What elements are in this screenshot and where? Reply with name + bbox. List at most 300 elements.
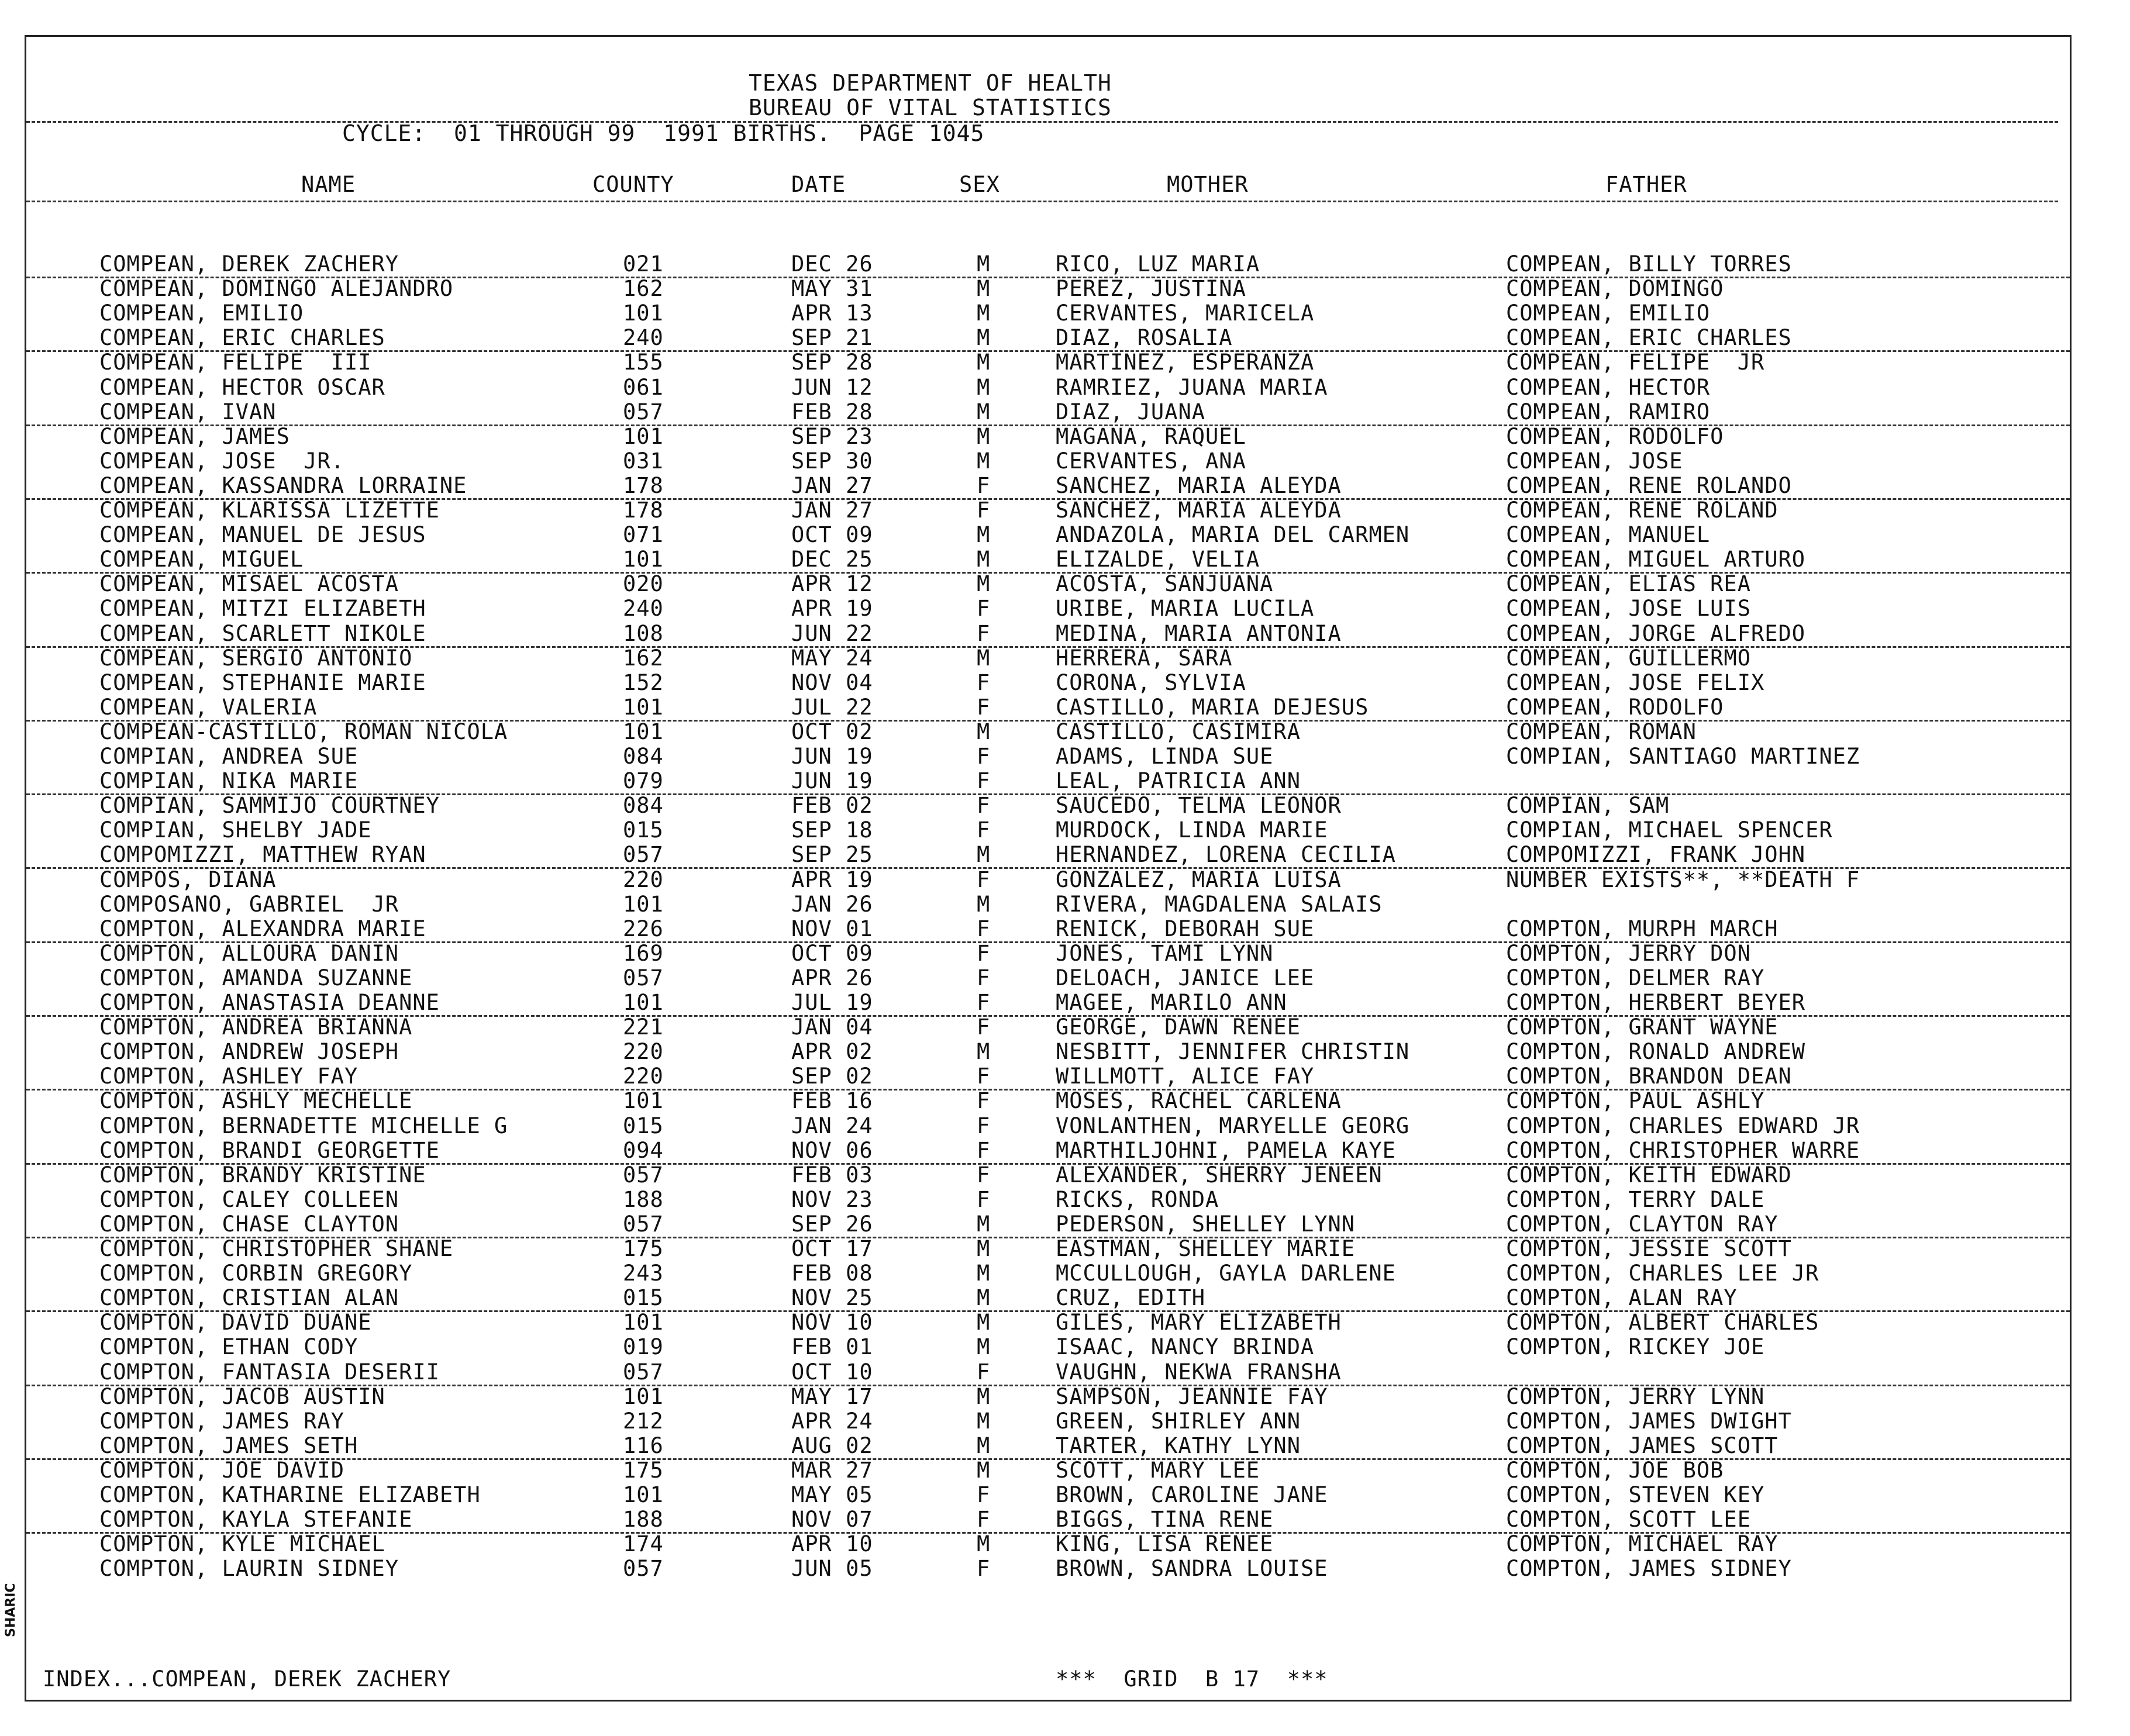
record-mother: ALEXANDER, SHERRY JENEEN	[1056, 1162, 1383, 1188]
record-mother: BROWN, CAROLINE JANE	[1056, 1482, 1328, 1507]
table-row	[26, 400, 2070, 426]
record-sex: M	[977, 1408, 991, 1434]
record-father: COMPTON, CHARLES LEE JR	[1506, 1261, 1819, 1286]
record-name: COMPEAN, JOSE JR.	[99, 448, 344, 474]
title-line-1: TEXAS DEPARTMENT OF HEALTH	[749, 70, 1112, 96]
record-sex: M	[977, 1531, 991, 1557]
record-county: 116	[623, 1433, 664, 1458]
record-mother: DIAZ, ROSALIA	[1056, 325, 1233, 351]
record-date: NOV 23	[791, 1186, 873, 1212]
record-name: COMPTON, CRISTIAN ALAN	[99, 1285, 399, 1311]
record-county: 155	[623, 350, 664, 375]
table-row	[26, 1040, 2070, 1064]
record-county: 240	[623, 596, 664, 622]
record-sex: M	[977, 1236, 991, 1261]
table-row	[26, 1532, 2070, 1556]
record-date: JUN 12	[791, 374, 873, 400]
table-row	[26, 424, 2070, 449]
record-county: 015	[623, 1113, 664, 1138]
record-father: COMPEAN, ERIC CHARLES	[1506, 325, 1792, 351]
record-date: SEP 30	[791, 448, 873, 474]
record-county: 243	[623, 1261, 664, 1286]
record-name: COMPTON, LAURIN SIDNEY	[99, 1556, 399, 1582]
table-row	[26, 917, 2070, 943]
title-line-2: BUREAU OF VITAL STATISTICS	[749, 95, 1112, 120]
table-row	[26, 966, 2070, 990]
record-name: COMPTON, DAVID DUANE	[99, 1310, 372, 1335]
column-header-date: DATE	[791, 172, 846, 197]
record-date: APR 24	[791, 1408, 873, 1434]
record-sex: M	[977, 1261, 991, 1286]
record-sex: F	[977, 1088, 991, 1114]
record-date: FEB 01	[791, 1334, 873, 1360]
record-sex: M	[977, 374, 991, 400]
record-sex: M	[977, 1433, 991, 1458]
record-sex: M	[977, 325, 991, 351]
record-county: 226	[623, 916, 664, 941]
record-father: COMPTON, TERRY DALE	[1506, 1186, 1765, 1212]
record-sex: F	[977, 1186, 991, 1212]
record-sex: F	[977, 817, 991, 843]
record-sex: M	[977, 547, 991, 572]
record-sex: M	[977, 301, 991, 326]
record-father: COMPTON, MICHAEL RAY	[1506, 1531, 1779, 1557]
record-father: COMPTON, STEVEN KEY	[1506, 1482, 1765, 1507]
record-father: COMPEAN, HECTOR	[1506, 374, 1711, 400]
record-mother: MAGEE, MARILO ANN	[1056, 990, 1287, 1015]
column-header-mother: MOTHER	[1167, 172, 1249, 197]
record-name: COMPTON, JACOB AUSTIN	[99, 1383, 385, 1409]
record-county: 101	[623, 1088, 664, 1114]
record-date: FEB 28	[791, 399, 873, 424]
record-name: COMPTON, FANTASIA DESERII	[99, 1359, 440, 1385]
record-name: COMPEAN, FELIPE III	[99, 350, 372, 375]
record-mother: BROWN, SANDRA LOUISE	[1056, 1556, 1328, 1582]
record-date: FEB 16	[791, 1088, 873, 1114]
table-row	[26, 1114, 2070, 1138]
record-name: COMPEAN, MIGUEL	[99, 547, 304, 572]
record-mother: MAGANA, RAQUEL	[1056, 423, 1246, 449]
record-name: COMPTON, BERNADETTE MICHELLE G	[99, 1113, 508, 1138]
record-name: COMPTON, ANDREW JOSEPH	[99, 1039, 399, 1065]
record-name: COMPTON, BRANDI GEORGETTE	[99, 1137, 440, 1163]
record-sex: M	[977, 842, 991, 868]
record-sex: M	[977, 522, 991, 548]
record-county: 094	[623, 1137, 664, 1163]
record-name: COMPIAN, ANDREA SUE	[99, 744, 359, 769]
record-name: COMPEAN, MANUEL DE JESUS	[99, 522, 426, 548]
record-county: 101	[623, 694, 664, 720]
record-mother: RICKS, RONDA	[1056, 1186, 1219, 1212]
table-row	[26, 1458, 2070, 1483]
record-county: 175	[623, 1457, 664, 1483]
record-father: COMPEAN, RENE ROLANDO	[1506, 472, 1792, 498]
record-date: NOV 07	[791, 1507, 873, 1533]
record-mother: MOSES, RACHEL CARLENA	[1056, 1088, 1342, 1114]
record-date: APR 02	[791, 1039, 873, 1065]
record-mother: PEREZ, JUSTINA	[1056, 276, 1246, 302]
record-date: MAY 31	[791, 276, 873, 302]
record-father: COMPEAN, RENE ROLAND	[1506, 498, 1779, 523]
table-row	[26, 769, 2070, 795]
record-mother: KING, LISA RENEE	[1056, 1531, 1274, 1557]
record-father: COMPEAN, RODOLFO	[1506, 694, 1724, 720]
record-mother: WILLMOTT, ALICE FAY	[1056, 1064, 1315, 1089]
record-date: APR 26	[791, 965, 873, 990]
record-sex: F	[977, 990, 991, 1015]
record-sex: M	[977, 448, 991, 474]
record-name: COMPTON, KATHARINE ELIZABETH	[99, 1482, 481, 1507]
record-date: NOV 06	[791, 1137, 873, 1163]
cycle-line: CYCLE: 01 THROUGH 99 1991 BIRTHS. PAGE 1045	[342, 120, 985, 146]
record-county: 057	[623, 1556, 664, 1582]
table-row	[26, 941, 2070, 966]
record-county: 031	[623, 448, 664, 474]
record-mother: DIAZ, JUANA	[1056, 399, 1206, 424]
record-mother: MARTINEZ, ESPERANZA	[1056, 350, 1315, 375]
record-sex: F	[977, 965, 991, 990]
record-county: 212	[623, 1408, 664, 1434]
header-rule	[26, 121, 2058, 123]
record-sex: M	[977, 350, 991, 375]
record-father: COMPEAN, JOSE FELIX	[1506, 669, 1765, 695]
record-name: COMPOS, DIANA	[99, 867, 277, 892]
record-mother: ISAAC, NANCY BRINDA	[1056, 1334, 1315, 1360]
record-mother: DELOACH, JANICE LEE	[1056, 965, 1315, 990]
record-sex: F	[977, 1014, 991, 1040]
record-sex: F	[977, 620, 991, 646]
record-father: COMPTON, BRANDON DEAN	[1506, 1064, 1792, 1089]
record-county: 240	[623, 325, 664, 351]
record-father: COMPTON, GRANT WAYNE	[1506, 1014, 1779, 1040]
margin-stamp: SHARIC	[4, 1583, 18, 1637]
record-mother: SANCHEZ, MARIA ALEYDA	[1056, 472, 1342, 498]
record-name: COMPTON, ALEXANDRA MARIE	[99, 916, 426, 941]
record-father: COMPIAN, SANTIAGO MARTINEZ	[1506, 744, 1860, 769]
record-county: 152	[623, 669, 664, 695]
record-father: COMPTON, JAMES DWIGHT	[1506, 1408, 1792, 1434]
record-county: 019	[623, 1334, 664, 1360]
record-date: SEP 18	[791, 817, 873, 843]
record-sex: F	[977, 1162, 991, 1188]
record-father: COMPTON, KEITH EDWARD	[1506, 1162, 1792, 1188]
table-row	[26, 252, 2070, 278]
record-date: NOV 04	[791, 669, 873, 695]
record-father: COMPEAN, GUILLERMO	[1506, 645, 1751, 671]
record-name: COMPTON, AMANDA SUZANNE	[99, 965, 413, 990]
record-county: 169	[623, 940, 664, 966]
table-row	[26, 498, 2070, 523]
record-county: 057	[623, 842, 664, 868]
record-sex: F	[977, 1359, 991, 1385]
record-date: SEP 25	[791, 842, 873, 868]
record-name: COMPEAN, SERGIO ANTONIO	[99, 645, 413, 671]
column-header-father: FATHER	[1605, 172, 1687, 197]
record-name: COMPEAN, EMILIO	[99, 301, 304, 326]
record-name: COMPEAN, DOMINGO ALEJANDRO	[99, 276, 454, 302]
record-name: COMPTON, JAMES RAY	[99, 1408, 344, 1434]
table-row	[26, 1237, 2070, 1261]
table-row	[26, 622, 2070, 648]
record-date: APR 10	[791, 1531, 873, 1557]
record-date: JAN 27	[791, 472, 873, 498]
record-county: 101	[623, 1310, 664, 1335]
record-name: COMPTON, JOE DAVID	[99, 1457, 344, 1483]
record-mother: ANDAZOLA, MARIA DEL CARMEN	[1056, 522, 1410, 548]
record-father: COMPTON, ALBERT CHARLES	[1506, 1310, 1819, 1335]
record-name: COMPEAN, KASSANDRA LORRAINE	[99, 472, 467, 498]
record-county: 101	[623, 547, 664, 572]
record-county: 101	[623, 719, 664, 744]
record-sex: F	[977, 916, 991, 941]
record-father: COMPTON, CHARLES EDWARD JR	[1506, 1113, 1860, 1138]
record-name: COMPIAN, SHELBY JADE	[99, 817, 372, 843]
record-father: COMPEAN, RAMIRO	[1506, 399, 1711, 424]
record-sex: F	[977, 793, 991, 819]
record-name: COMPOMIZZI, MATTHEW RYAN	[99, 842, 426, 868]
record-county: 057	[623, 399, 664, 424]
record-mother: TARTER, KATHY LYNN	[1056, 1433, 1301, 1458]
record-name: COMPEAN, MITZI ELIZABETH	[99, 596, 426, 622]
record-mother: RIVERA, MAGDALENA SALAIS	[1056, 891, 1383, 917]
record-sex: F	[977, 1064, 991, 1089]
record-father: COMPEAN, FELIPE JR	[1506, 350, 1765, 375]
table-row	[26, 793, 2070, 818]
record-sex: M	[977, 1039, 991, 1065]
record-mother: BIGGS, TINA RENE	[1056, 1507, 1274, 1533]
record-county: 221	[623, 1014, 664, 1040]
record-mother: MARTHILJOHNI, PAMELA KAYE	[1056, 1137, 1396, 1163]
record-sex: F	[977, 768, 991, 794]
record-date: AUG 02	[791, 1433, 873, 1458]
record-name: COMPIAN, SAMMIJO COURTNEY	[99, 793, 440, 819]
record-date: APR 19	[791, 596, 873, 622]
record-father: COMPEAN, MANUEL	[1506, 522, 1711, 548]
record-date: JAN 24	[791, 1113, 873, 1138]
record-date: JUL 19	[791, 990, 873, 1015]
record-name: COMPEAN, VALERIA	[99, 694, 318, 720]
record-county: 220	[623, 1064, 664, 1089]
record-county: 101	[623, 423, 664, 449]
record-mother: CASTILLO, MARIA DEJESUS	[1056, 694, 1369, 720]
record-name: COMPTON, ASHLEY FAY	[99, 1064, 359, 1089]
table-row	[26, 1434, 2070, 1460]
record-sex: M	[977, 251, 991, 277]
record-date: OCT 17	[791, 1236, 873, 1261]
record-name: COMPOSANO, GABRIEL JR	[99, 891, 399, 917]
record-sex: M	[977, 1457, 991, 1483]
record-father: COMPTON, JERRY LYNN	[1506, 1383, 1765, 1409]
record-date: MAY 17	[791, 1383, 873, 1409]
record-county: 101	[623, 1383, 664, 1409]
record-date: OCT 09	[791, 522, 873, 548]
document-frame	[25, 35, 2072, 1702]
record-date: OCT 10	[791, 1359, 873, 1385]
record-date: SEP 21	[791, 325, 873, 351]
record-mother: ELIZALDE, VELIA	[1056, 547, 1260, 572]
table-row	[26, 1310, 2070, 1335]
record-father: COMPTON, ALAN RAY	[1506, 1285, 1738, 1311]
record-mother: CRUZ, EDITH	[1056, 1285, 1206, 1311]
record-date: FEB 02	[791, 793, 873, 819]
table-row	[26, 1409, 2070, 1434]
record-county: 188	[623, 1186, 664, 1212]
table-row	[26, 277, 2070, 301]
table-row	[26, 1188, 2070, 1212]
record-sex: F	[977, 1137, 991, 1163]
table-row	[26, 1089, 2070, 1113]
record-county: 057	[623, 965, 664, 990]
table-row	[26, 474, 2070, 500]
record-name: COMPTON, ASHLY MECHELLE	[99, 1088, 413, 1114]
record-sex: M	[977, 1334, 991, 1360]
record-sex: F	[977, 498, 991, 523]
record-county: 020	[623, 571, 664, 597]
record-date: JAN 26	[791, 891, 873, 917]
table-row	[26, 868, 2070, 892]
record-name: COMPTON, ANDREA BRIANNA	[99, 1014, 413, 1040]
record-sex: F	[977, 744, 991, 769]
table-row	[26, 990, 2070, 1017]
record-county: 061	[623, 374, 664, 400]
record-mother: RENICK, DEBORAH SUE	[1056, 916, 1315, 941]
record-date: NOV 10	[791, 1310, 873, 1335]
record-county: 101	[623, 990, 664, 1015]
column-header-rule	[26, 201, 2058, 202]
record-date: APR 12	[791, 571, 873, 597]
record-father: COMPTON, CHRISTOPHER WARRE	[1506, 1137, 1860, 1163]
record-name: COMPTON, CHRISTOPHER SHANE	[99, 1236, 454, 1261]
record-name: COMPTON, KYLE MICHAEL	[99, 1531, 385, 1557]
record-mother: VAUGHN, NEKWA FRANSHA	[1056, 1359, 1342, 1385]
record-county: 178	[623, 498, 664, 523]
record-mother: SAUCEDO, TELMA LEONOR	[1056, 793, 1342, 819]
record-father: COMPTON, RONALD ANDREW	[1506, 1039, 1806, 1065]
record-county: 174	[623, 1531, 664, 1557]
record-date: SEP 02	[791, 1064, 873, 1089]
record-date: NOV 01	[791, 916, 873, 941]
table-row	[26, 843, 2070, 869]
record-mother: GONZALEZ, MARIA LUISA	[1056, 867, 1342, 892]
record-father: COMPTON, HERBERT BEYER	[1506, 990, 1806, 1015]
record-date: DEC 26	[791, 251, 873, 277]
record-date: APR 19	[791, 867, 873, 892]
footer-index: INDEX...COMPEAN, DEREK ZACHERY	[43, 1666, 451, 1692]
record-mother: LEAL, PATRICIA ANN	[1056, 768, 1301, 794]
record-county: 162	[623, 645, 664, 671]
record-county: 021	[623, 251, 664, 277]
record-county: 079	[623, 768, 664, 794]
record-father: COMPEAN, JOSE LUIS	[1506, 596, 1751, 622]
table-row	[26, 720, 2070, 744]
record-father: COMPTON, DELMER RAY	[1506, 965, 1765, 990]
record-county: 057	[623, 1211, 664, 1237]
record-sex: F	[977, 472, 991, 498]
record-name: COMPEAN, JAMES	[99, 423, 290, 449]
table-row	[26, 671, 2070, 695]
record-name: COMPEAN, MISAEL ACOSTA	[99, 571, 399, 597]
record-date: JUN 19	[791, 768, 873, 794]
record-county: 101	[623, 301, 664, 326]
record-mother: JONES, TAMI LYNN	[1056, 940, 1274, 966]
record-date: SEP 23	[791, 423, 873, 449]
record-father: COMPTON, JAMES SIDNEY	[1506, 1556, 1792, 1582]
record-father: COMPEAN, JOSE	[1506, 448, 1683, 474]
record-county: 188	[623, 1507, 664, 1533]
record-name: COMPEAN, DEREK ZACHERY	[99, 251, 399, 277]
record-sex: F	[977, 694, 991, 720]
record-mother: CASTILLO, CASIMIRA	[1056, 719, 1301, 744]
record-date: JUN 05	[791, 1556, 873, 1582]
record-mother: ACOSTA, SANJUANA	[1056, 571, 1274, 597]
table-row	[26, 350, 2070, 375]
record-sex: M	[977, 423, 991, 449]
record-sex: M	[977, 891, 991, 917]
record-county: 220	[623, 867, 664, 892]
record-father: NUMBER EXISTS**, **DEATH F	[1506, 867, 1860, 892]
record-date: FEB 03	[791, 1162, 873, 1188]
record-name: COMPTON, CHASE CLAYTON	[99, 1211, 399, 1237]
table-row	[26, 1163, 2070, 1188]
record-mother: MURDOCK, LINDA MARIE	[1056, 817, 1328, 843]
table-row	[26, 1385, 2070, 1409]
record-sex: M	[977, 276, 991, 302]
record-date: JUN 22	[791, 620, 873, 646]
record-mother: EASTMAN, SHELLEY MARIE	[1056, 1236, 1356, 1261]
record-county: 101	[623, 891, 664, 917]
record-county: 162	[623, 276, 664, 302]
record-father: COMPIAN, MICHAEL SPENCER	[1506, 817, 1833, 843]
record-date: JAN 27	[791, 498, 873, 523]
record-name: COMPEAN, HECTOR OSCAR	[99, 374, 385, 400]
record-name: COMPTON, CALEY COLLEEN	[99, 1186, 399, 1212]
table-row	[26, 1064, 2070, 1090]
record-sex: F	[977, 1113, 991, 1138]
record-father: COMPEAN, ROMAN	[1506, 719, 1697, 744]
record-county: 175	[623, 1236, 664, 1261]
table-row	[26, 1138, 2070, 1165]
record-county: 178	[623, 472, 664, 498]
record-county: 101	[623, 1482, 664, 1507]
record-mother: GEORGE, DAWN RENEE	[1056, 1014, 1301, 1040]
record-sex: F	[977, 669, 991, 695]
record-name: COMPEAN, SCARLETT NIKOLE	[99, 620, 426, 646]
record-county: 084	[623, 793, 664, 819]
record-date: NOV 25	[791, 1285, 873, 1311]
record-date: FEB 08	[791, 1261, 873, 1286]
record-sex: F	[977, 1556, 991, 1582]
record-county: 015	[623, 817, 664, 843]
record-date: OCT 09	[791, 940, 873, 966]
record-father: COMPTON, RICKEY JOE	[1506, 1334, 1765, 1360]
record-county: 057	[623, 1162, 664, 1188]
record-name: COMPTON, CORBIN GREGORY	[99, 1261, 413, 1286]
record-mother: CERVANTES, MARICELA	[1056, 301, 1315, 326]
record-sex: M	[977, 1310, 991, 1335]
record-mother: MCCULLOUGH, GAYLA DARLENE	[1056, 1261, 1396, 1286]
record-name: COMPIAN, NIKA MARIE	[99, 768, 359, 794]
record-father: COMPEAN, MIGUEL ARTURO	[1506, 547, 1806, 572]
record-mother: URIBE, MARIA LUCILA	[1056, 596, 1315, 622]
footer-grid: *** GRID B 17 ***	[1056, 1666, 1328, 1692]
record-sex: F	[977, 1507, 991, 1533]
record-name: COMPTON, ETHAN CODY	[99, 1334, 359, 1360]
record-county: 108	[623, 620, 664, 646]
record-county: 220	[623, 1039, 664, 1065]
record-father: COMPEAN, JORGE ALFREDO	[1506, 620, 1806, 646]
record-mother: SAMPSON, JEANNIE FAY	[1056, 1383, 1328, 1409]
table-row	[26, 1483, 2070, 1507]
